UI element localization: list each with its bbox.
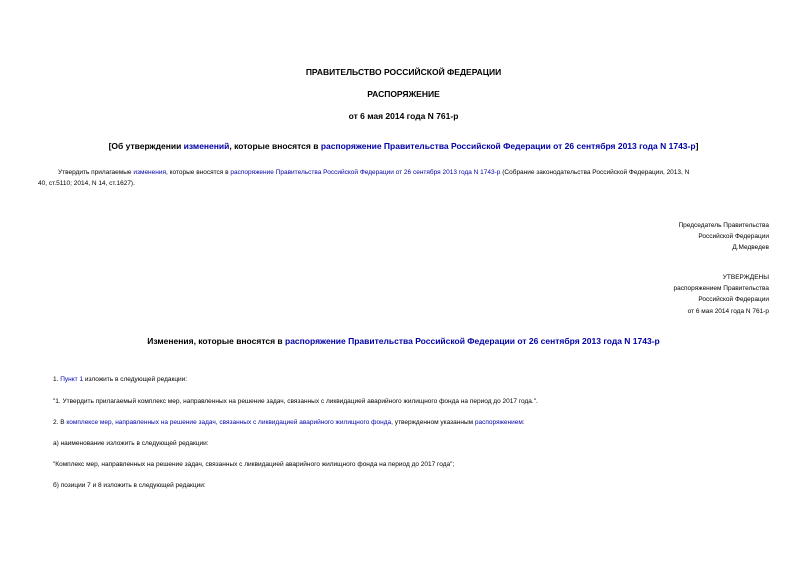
approved-date: от 6 мая 2014 года N 761-р	[687, 307, 769, 315]
subitem-a: а) наименование изложить в следующей редакции:	[53, 440, 209, 447]
intro-text-1: Утвердить прилагаемые	[58, 169, 134, 176]
order-link[interactable]: распоряжением	[474, 419, 523, 426]
approved-org: Российской Федерации	[698, 296, 769, 304]
item-2-end: :	[522, 419, 525, 426]
item-2-num: 2. В	[53, 419, 67, 426]
item-1-num: 1.	[53, 376, 61, 383]
government-heading: ПРАВИТЕЛЬСТВО РОССИЙСКОЙ ФЕДЕРАЦИИ	[305, 67, 502, 77]
item-1	[53, 374, 187, 385]
intro-changes-link[interactable]: изменения	[133, 169, 166, 176]
changes-link[interactable]: изменений	[183, 141, 230, 151]
item-1-link[interactable]: Пункт 1	[60, 376, 84, 383]
approved-label: УТВЕРЖДЕНЫ	[722, 274, 769, 281]
document-date: от 6 мая 2014 года N 761-р	[348, 111, 459, 121]
subitem-a-quote: "Комплекс мер, направленных на решение задач, связанных с ликвидацией аварийного жилищного фонда на период до 2017 года";	[53, 461, 455, 468]
title-close: ]	[695, 141, 699, 151]
signature-position: Председатель Правительства	[678, 222, 769, 229]
subitem-b: б) позиции 7 и 8 изложить в следующей редакции:	[53, 482, 206, 489]
intro-paragraph	[38, 167, 770, 189]
complex-measures-link[interactable]: комплексе мер, направленных на решение задач, связанных с ликвидацией аварийного жилищного фонда	[66, 419, 392, 426]
document-type: РАСПОРЯЖЕНИЕ	[367, 89, 440, 99]
changes-heading-text: Изменения, которые вносятся в	[147, 336, 286, 346]
intro-text-2: , которые вносятся в	[166, 169, 231, 176]
item-2-text: , утвержденном указанным	[391, 419, 475, 426]
intro-line-2: 40, ст.5110; 2014, N 14, ст.1627).	[38, 180, 135, 187]
item-2	[53, 417, 525, 428]
signature-block	[678, 220, 769, 254]
document-title	[0, 141, 807, 151]
title-open: [Об утверждении	[108, 141, 184, 151]
approved-block	[674, 272, 769, 317]
signature-org: Российской Федерации	[698, 233, 769, 241]
changes-heading-link[interactable]: распоряжение Правительства Российской Федерации от 26 сентября 2013 года N 1743-р	[285, 336, 660, 346]
order-1743-link[interactable]: распоряжение Правительства Российской Федерации от 26 сентября 2013 года N 1743-р	[320, 141, 696, 151]
item-1-quote: "1. Утвердить прилагаемый комплекс мер, направленных на решение задач, связанных с ликвидацией аварийного жилищного фонда на период до 2017 года.".	[53, 398, 538, 405]
signature-name: Д.Медведев	[732, 244, 769, 252]
approved-by: распоряжением Правительства	[673, 285, 769, 293]
changes-heading	[0, 336, 807, 346]
intro-order-link[interactable]: распоряжение Правительства Российской Федерации от 26 сентября 2013 года N 1743-р	[230, 169, 501, 176]
item-1-text: изложить в следующей редакции:	[83, 376, 188, 383]
intro-text-3: (Собрание законодательства Российской Федерации, 2013, N	[500, 169, 690, 176]
title-mid: , которые вносятся в	[229, 141, 321, 151]
